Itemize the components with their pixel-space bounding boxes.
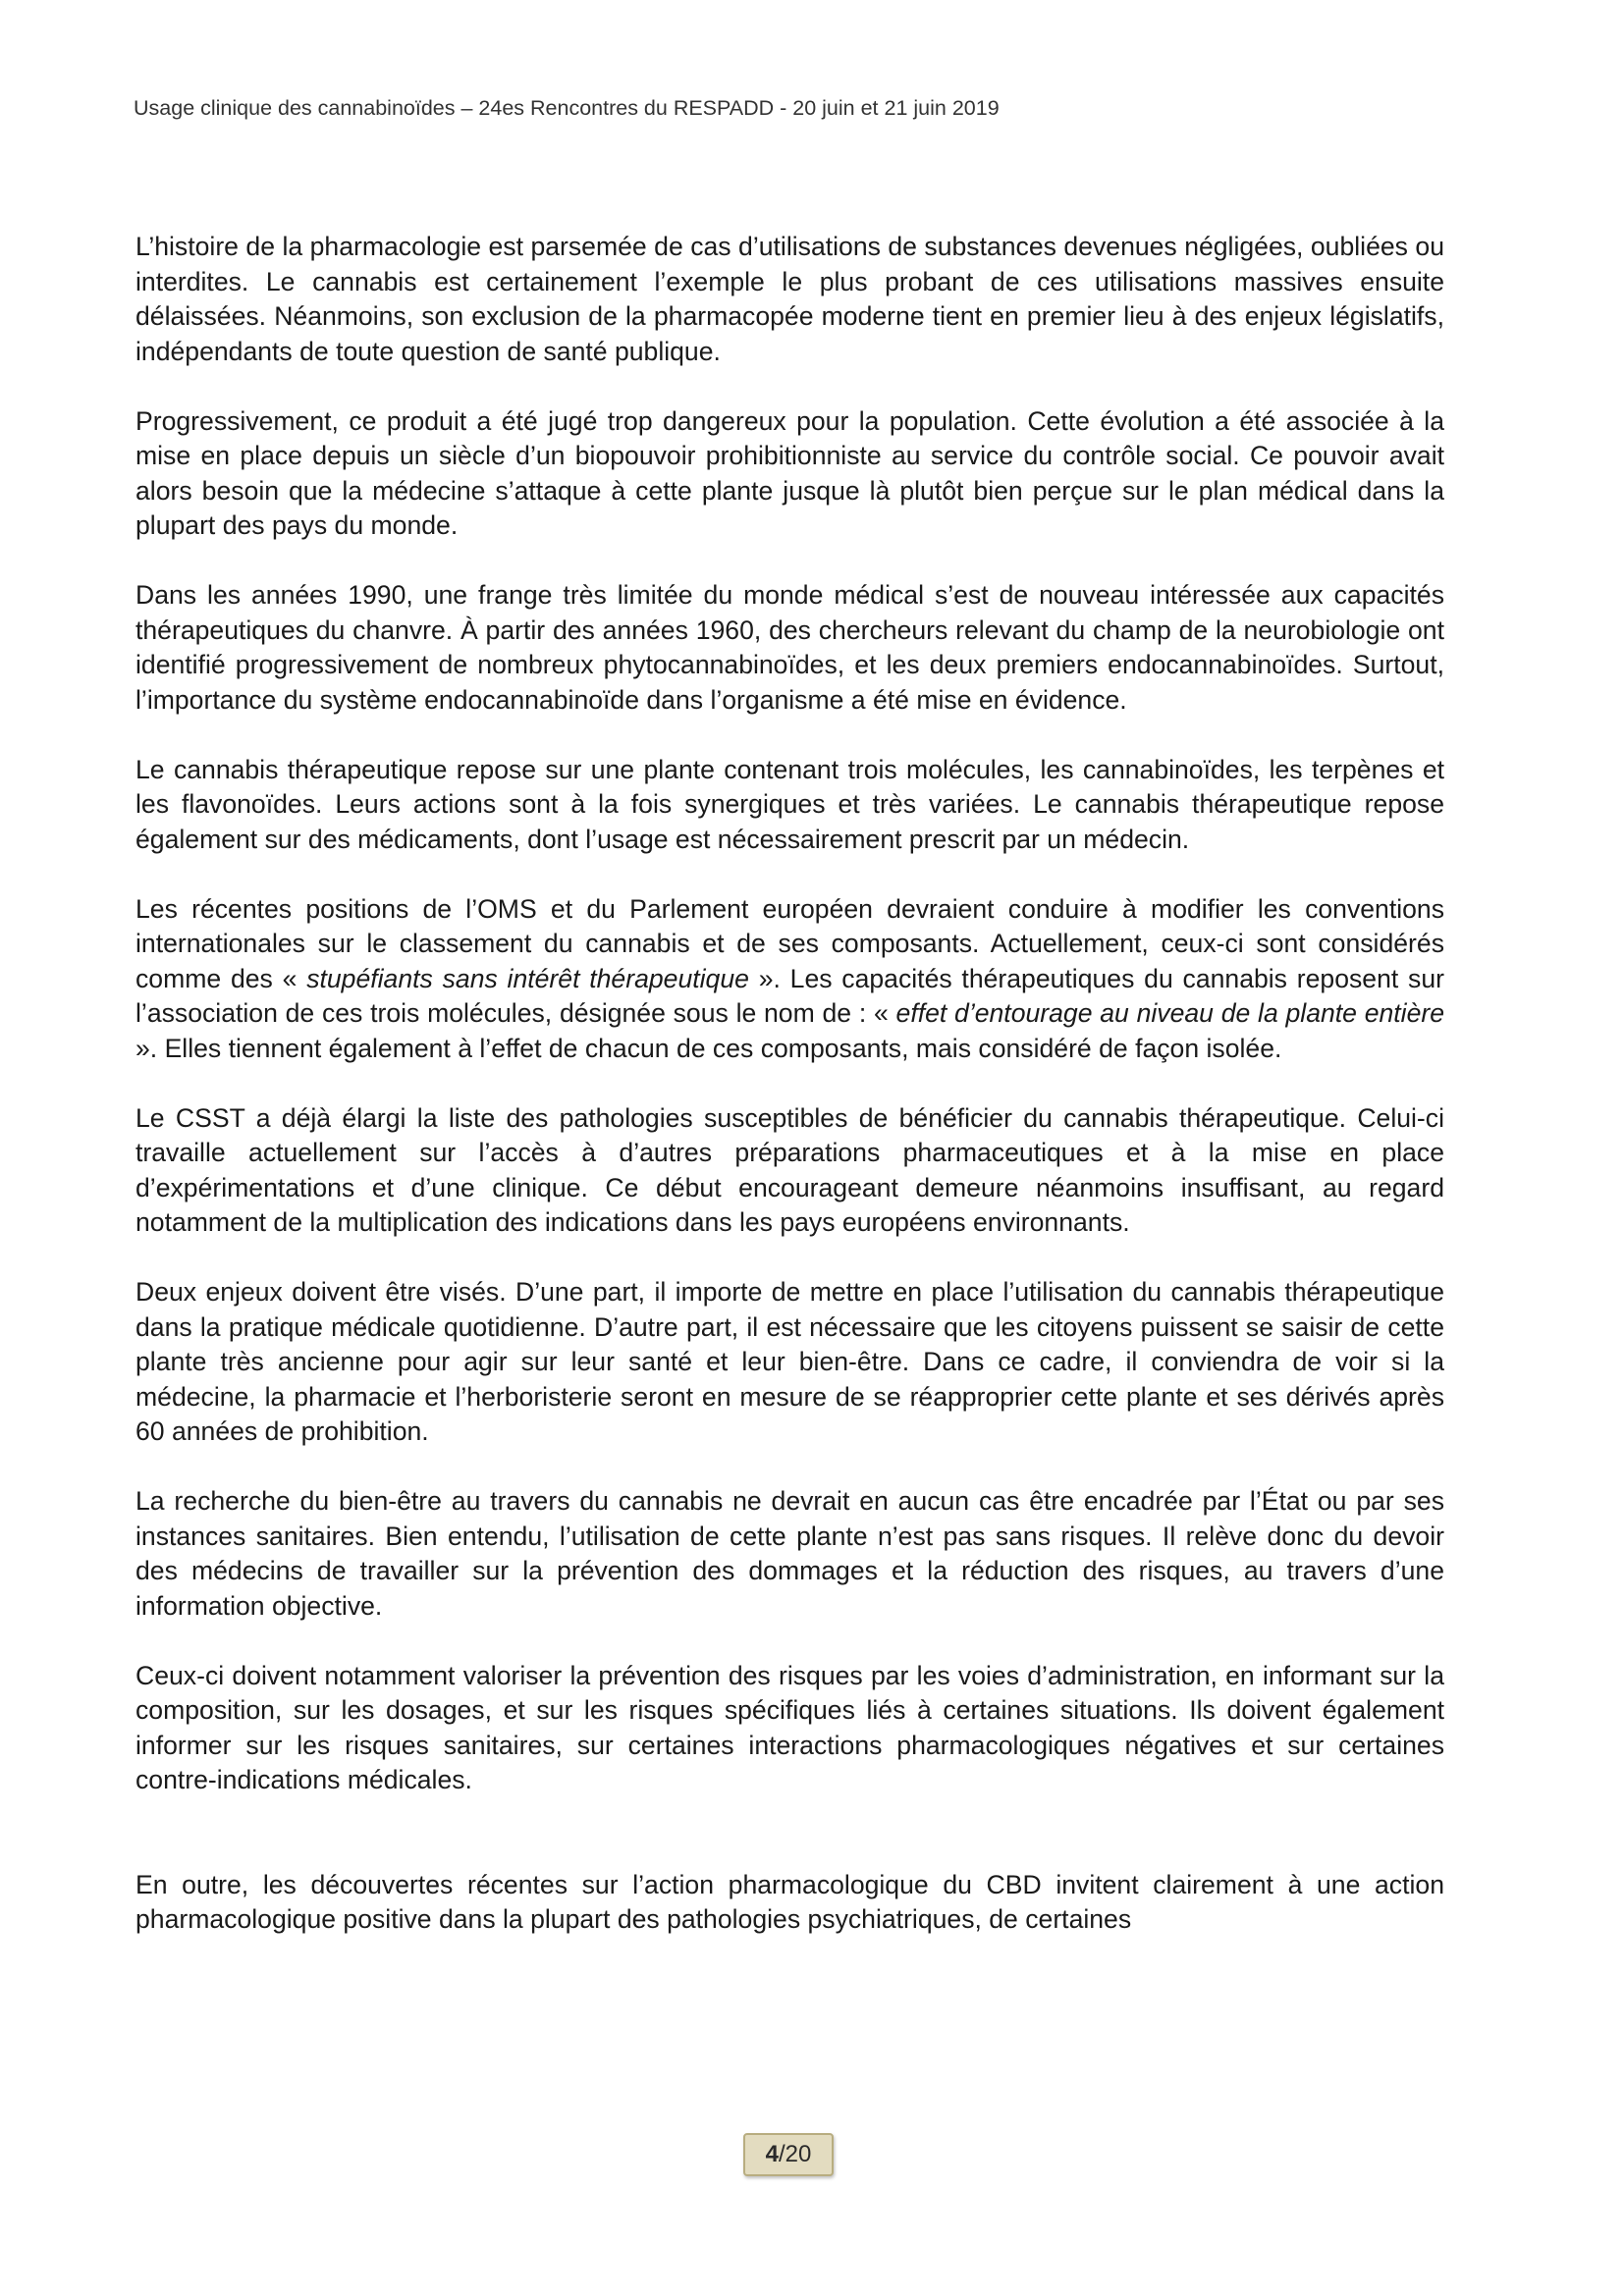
paragraph-prohibition: Progressivement, ce produit a été jugé trop dangereux pour la population. Cette évolution a été associée à la mise en place depuis un siècle d’un biopouvoir prohibitionniste au service du contrôle social. Ce pouvoir avait alors besoin que la médecine s’attaque à cette plante jusque là plutôt bien perçue sur le plan médical dans la plupart des pays du monde. [135,405,1444,540]
text-run: ». Elles tiennent également à l’effet de chacun de ces composants, mais considéré de façon isolée. [135,1033,1282,1063]
italic-quote-entourage: effet d’entourage au niveau de la plante entière [895,998,1445,1028]
paragraph-history: L’histoire de la pharmacologie est parsemée de cas d’utilisations de substances devenues négligées, oubliées ou interdites. Le cannabis est certainement l’exemple le plus probant de ces utilisations massives ensuite délaissées. Néanmoins, son exclusion de la pharmacopée moderne tient en premier lieu à des enjeux législatifs, indépendants de toute question de santé publique. [135,232,1444,366]
page-separator: / [778,2141,785,2167]
paragraph-oms-positions [135,892,1444,1067]
paragraph-csst: Le CSST a déjà élargi la liste des pathologies susceptibles de bénéficier du cannabis thérapeutique. Celui-ci travaille actuellement sur l’accès à d’autres préparations pharmaceutiques et à la mise en place d’expérimentations et d’une clinique. Ce début encourageant demeure néanmoins insuffisant, au regard notamment de la multiplication des indications dans les pays européens environnants. [135,1102,1444,1237]
paragraph-molecules: Le cannabis thérapeutique repose sur une plante contenant trois molécules, les cannabinoïdes, les terpènes et les flavonoïdes. Leurs actions sont à la fois synergiques et très variées. Le cannabis thérapeutique repose également sur des médicaments, dont l’usage est nécessairement prescrit par un médecin. [135,754,1444,854]
paragraph-stakes: Deux enjeux doivent être visés. D’une part, il importe de mettre en place l’utilisation du cannabis thérapeutique dans la pratique médicale quotidienne. D’autre part, il est nécessaire que les citoyens puissent se saisir de cette plante très ancienne pour agir sur leur santé et leur bien-être. Dans ce cadre, il conviendra de voir si la médecine, la pharmacie et l’herboristerie seront en mesure de se réapproprier cette plante et ses dérivés après 60 années de prohibition. [135,1277,1444,1446]
paragraph-research: Dans les années 1990, une frange très limitée du monde médical s’est de nouveau intéressée aux capacités thérapeutiques du chanvre. À partir des années 1960, des chercheurs relevant du champ de la neurobiologie ont identifié progressivement de nombreux phytocannabinoïdes, et les deux premiers endocannabinoïdes. Surtout, l’importance du système endocannabinoïde dans l’organisme a été mise en évidence. [135,580,1444,715]
document-body [135,230,1444,1972]
text-run: Les récentes positions de l’OMS et du Parlement européen devraient conduire à modifier les conventions internationales sur le classement du cannabis et de ses composants. Actuellement, ceux-ci sont considérés comme des « [135,893,1444,993]
page-current: 4 [765,2141,779,2167]
paragraph-wellbeing: La recherche du bien-être au travers du cannabis ne devrait en aucun cas être encadrée par l’État ou par ses instances sanitaires. Bien entendu, l’utilisation de cette plante n’est pas sans risques. Il relève donc du devoir des médecins de travailler sur la prévention des dommages et la réduction des risques, au travers d’une information objective. [135,1486,1444,1621]
page-number-badge [743,2133,834,2176]
paragraph-prevention: Ceux-ci doivent notamment valoriser la prévention des risques par les voies d’administration, en informant sur la composition, sur les dosages, et sur les risques spécifiques liés à certaines situations. Ils doivent également informer sur les risques sanitaires, sur certaines interactions pharmacologiques négatives et sur certaines contre-indications médicales. [135,1660,1444,1794]
running-header: Usage clinique des cannabinoïdes – 24es Rencontres du RESPADD - 20 juin et 21 juin 2019 [134,96,1000,120]
page-total: 20 [785,2141,812,2167]
text-run: ». Les capacités thérapeutiques du cannabis reposent sur l’association de ces trois molécules, désignée sous le nom de : « [135,963,1444,1028]
italic-quote-stupefiants: stupéfiants sans intérêt thérapeutique [306,963,749,993]
paragraph-cbd: En outre, les découvertes récentes sur l’action pharmacologique du CBD invitent clairement à une action pharmacologique positive dans la plupart des pathologies psychiatriques, de certaines [135,1869,1444,1934]
